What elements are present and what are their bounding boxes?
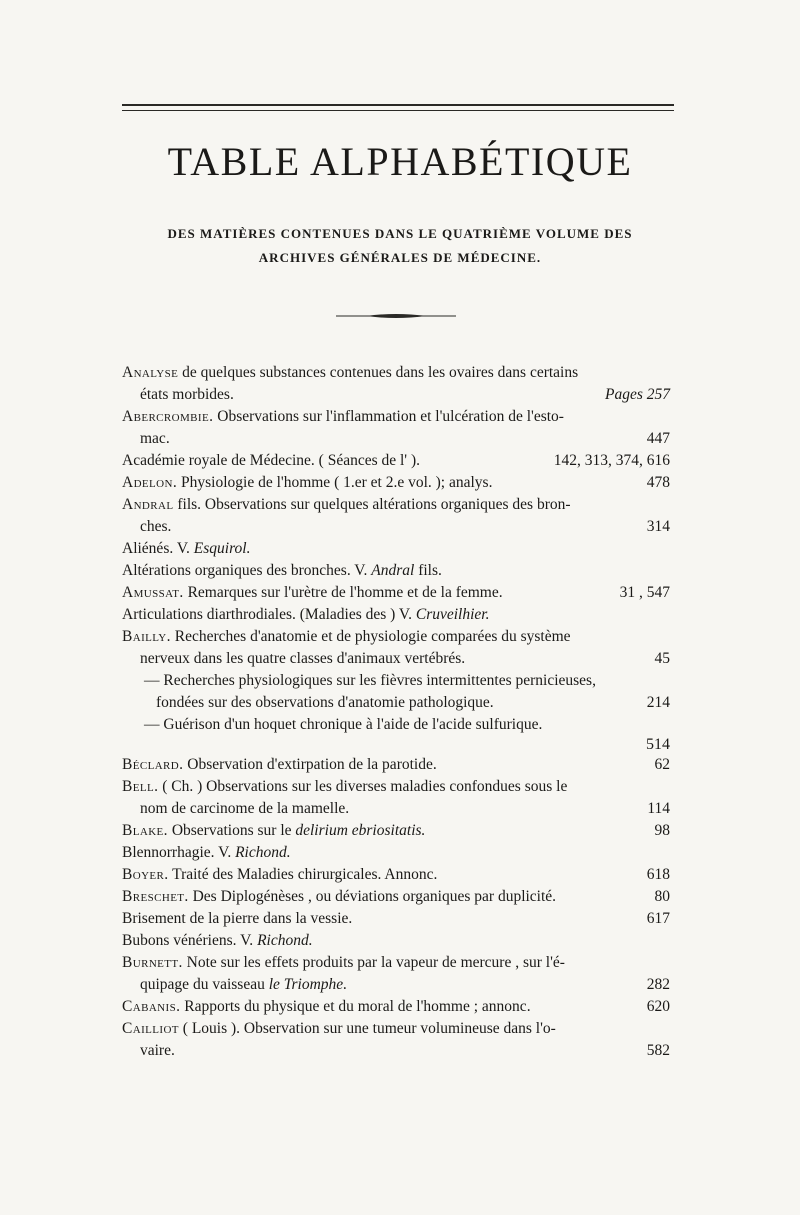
entry-main-line [122,886,670,908]
entry-continuation-text [140,974,347,996]
entry-head: Breschet. [122,888,189,905]
index-entry [122,996,670,1018]
entry-continuation-text [140,1040,175,1062]
entry-text: ( Ch. ) Observations sur les diverses maladies confondues sous le [158,778,568,795]
entry-main-line [122,1018,670,1040]
entry-continuation [122,736,670,754]
subtitle-line-1: DES MATIÈRES CONTENUES DANS LE QUATRIÈME VOLUME DES [167,226,633,241]
entry-italic: Esquirol. [193,540,251,557]
entry-continuation [122,692,670,714]
index-entry [122,560,670,582]
index-entry [122,450,670,472]
entry-left [122,930,313,952]
entry-text: états morbides. [140,386,234,403]
entry-text: Académie royale de Médecine. ( Séances de l' ). [122,452,421,469]
index-entry [122,842,670,864]
entry-left [122,754,437,776]
entry-text: de quelques substances contenues dans les ovaires dans certains [178,364,579,381]
entry-left [122,582,503,604]
entry-italic: Cruveilhier. [415,606,490,623]
entry-italic: Richond. [235,844,291,861]
entry-page: 45 [654,650,670,667]
entry-main-line [122,626,670,648]
index-entry [122,538,670,560]
subtitle-line-2: ARCHIVES GÉNÉRALES DE MÉDECINE. [258,250,542,265]
entry-page: 80 [654,888,670,905]
entry-head: Blake. [122,822,168,839]
entry-left [122,778,567,795]
entry-main-line [122,842,670,864]
entry-text: nerveux dans les quatre classes d'animaux vertébrés. [140,650,466,667]
entry-head: Adelon. [122,474,178,491]
entry-page: 620 [646,998,670,1015]
entry-main-line [122,908,670,930]
entry-text: Observations sur l'inflammation et l'ulcération de l'esto- [213,408,564,425]
entry-continuation [122,798,670,820]
entry-text: mac. [140,430,170,447]
index-entry [122,930,670,952]
index-entry [122,820,670,842]
entry-text: fondées sur des observations d'anatomie pathologique. [156,694,494,711]
top-rule [122,104,674,106]
entry-left [122,496,571,513]
entry-main-line [122,538,670,560]
entry-text: Physiologie de l'homme ( 1.er et 2.e vol. ); analys. [177,474,493,491]
entry-left [122,628,571,645]
entry-text: Recherches d'anatomie et de physiologie comparées du système [170,628,571,645]
entry-main-line [122,450,670,472]
entry-continuation [122,648,670,670]
entry-text: Bubons vénériens. V. [122,932,258,949]
entry-italic: le Triomphe. [268,976,348,993]
entry-text: ches. [140,518,172,535]
entry-head: Cailliot [122,1020,179,1037]
entry-head: Andral [122,496,174,513]
entry-main-line [122,776,670,798]
index-subentry [122,714,670,736]
page-title: TABLE ALPHABÉTIQUE [167,139,633,184]
entry-text: Aliénés. V. [122,540,194,557]
entry-page: 214 [646,694,670,711]
index-entry [122,908,670,930]
entry-head: Boyer. [122,866,169,883]
entry-text: quipage du vaisseau [140,976,269,993]
entry-continuation-text [140,428,170,450]
entry-left [122,560,442,582]
index-entry [122,362,670,406]
entry-left [122,408,564,425]
top-rule-thin [122,110,674,111]
entry-page: 114 [647,800,670,817]
entry-main-line [122,820,670,842]
entry-italic: Andral [371,562,415,579]
index-entry [122,406,670,450]
entry-head: Béclard. [122,756,184,773]
entry-continuation [122,516,670,538]
page-subtitle [120,222,680,270]
entry-continuation [122,1040,670,1062]
index-entry [122,582,670,604]
index-entries [122,362,670,1062]
index-entry [122,864,670,886]
entry-page: Pages 257 [604,386,670,403]
entry-text: fils. Observations sur quelques altérations organiques des bron- [173,496,571,513]
entry-italic: Richond. [257,932,313,949]
entry-text: ( Louis ). Observation sur une tumeur volumineuse dans l'o- [178,1020,556,1037]
entry-text: Brisement de la pierre dans la vessie. [122,910,353,927]
entry-head: Abercrombie. [122,408,214,425]
entry-continuation-text [140,798,349,820]
entry-continuation-text [140,648,465,670]
entry-page: 582 [646,1042,670,1059]
entry-main-line [122,952,670,974]
entry-main-line [122,930,670,952]
entry-left [122,864,437,886]
entry-page: 617 [646,910,670,927]
entry-main-line [122,996,670,1018]
entry-main-line [122,472,670,494]
entry-text: Des Diplogénèses , ou déviations organiques par duplicité. [188,888,557,905]
entry-text: Altérations organiques des bronches. V. [122,562,372,579]
index-entry [122,494,670,538]
entry-head: Amussat. [122,584,184,601]
entry-italic: delirium ebriositatis. [295,822,426,839]
entry-left [122,1020,556,1037]
entry-page: 98 [654,822,670,839]
entry-text: Blennorrhagie. V. [122,844,236,861]
entry-left [122,538,250,560]
entry-text: Note sur les effets produits par la vapeur de mercure , sur l'é- [182,954,565,971]
entry-left [122,472,492,494]
entry-head: Cabanis. [122,998,181,1015]
entry-continuation [122,384,670,406]
ornament-rule [336,312,456,320]
entry-text: — Recherches physiologiques sur les fièvres intermittentes pernicieuses, [144,672,596,689]
entry-text: Observation d'extirpation de la parotide. [183,756,437,773]
index-entry [122,472,670,494]
entry-text: Traité des Maladies chirurgicales. Annonc. [168,866,438,883]
entry-continuation-text [156,692,494,714]
index-entry [122,754,670,776]
entry-main-line [122,864,670,886]
entry-page: 62 [654,756,670,773]
entry-page: 314 [646,518,670,535]
entry-left [122,908,352,930]
entry-page: 618 [646,866,670,883]
entry-left [122,604,490,626]
entry-main-line [122,406,670,428]
entry-text: Articulations diarthrodiales. (Maladies des ) V. [122,606,416,623]
entry-continuation-text [140,384,234,406]
entry-main-line [122,582,670,604]
entry-after: fils. [414,562,442,579]
entry-left [122,886,556,908]
index-entry [122,1018,670,1062]
entry-page: 31 , 547 [619,584,670,601]
entry-continuation [122,974,670,996]
entry-text: — Guérison d'un hoquet chronique à l'aide de l'acide sulfurique. [144,716,543,733]
entry-page: 282 [646,976,670,993]
entry-head: Burnett. [122,954,183,971]
entry-main-line [122,560,670,582]
entry-head: Bell. [122,778,159,795]
index-entry [122,776,670,820]
entry-page: 514 [646,736,670,753]
entry-main-line [122,754,670,776]
entry-left [122,820,425,842]
index-entry [122,604,670,626]
entry-text: Rapports du physique et du moral de l'homme ; annonc. [180,998,531,1015]
entry-continuation-text [140,516,171,538]
entry-left [122,954,565,971]
entry-text: Observations sur le [167,822,296,839]
entry-left [122,450,420,472]
entry-text: vaire. [140,1042,175,1059]
entry-continuation [122,428,670,450]
entry-page: 478 [646,474,670,491]
index-subentry [122,670,670,692]
entry-left [122,996,531,1018]
index-entry [122,952,670,996]
entry-left [122,842,291,864]
entry-head: Analyse [122,364,179,381]
entry-head: Bailly. [122,628,171,645]
index-entry [122,626,670,670]
entry-page: 447 [646,430,670,447]
entry-left [122,364,578,381]
entry-main-line [122,604,670,626]
entry-text: Remarques sur l'urètre de l'homme et de la femme. [183,584,503,601]
entry-main-line [122,494,670,516]
entry-page: 142, 313, 374, 616 [553,452,670,469]
entry-main-line [122,362,670,384]
index-entry [122,886,670,908]
entry-text: nom de carcinome de la mamelle. [140,800,350,817]
